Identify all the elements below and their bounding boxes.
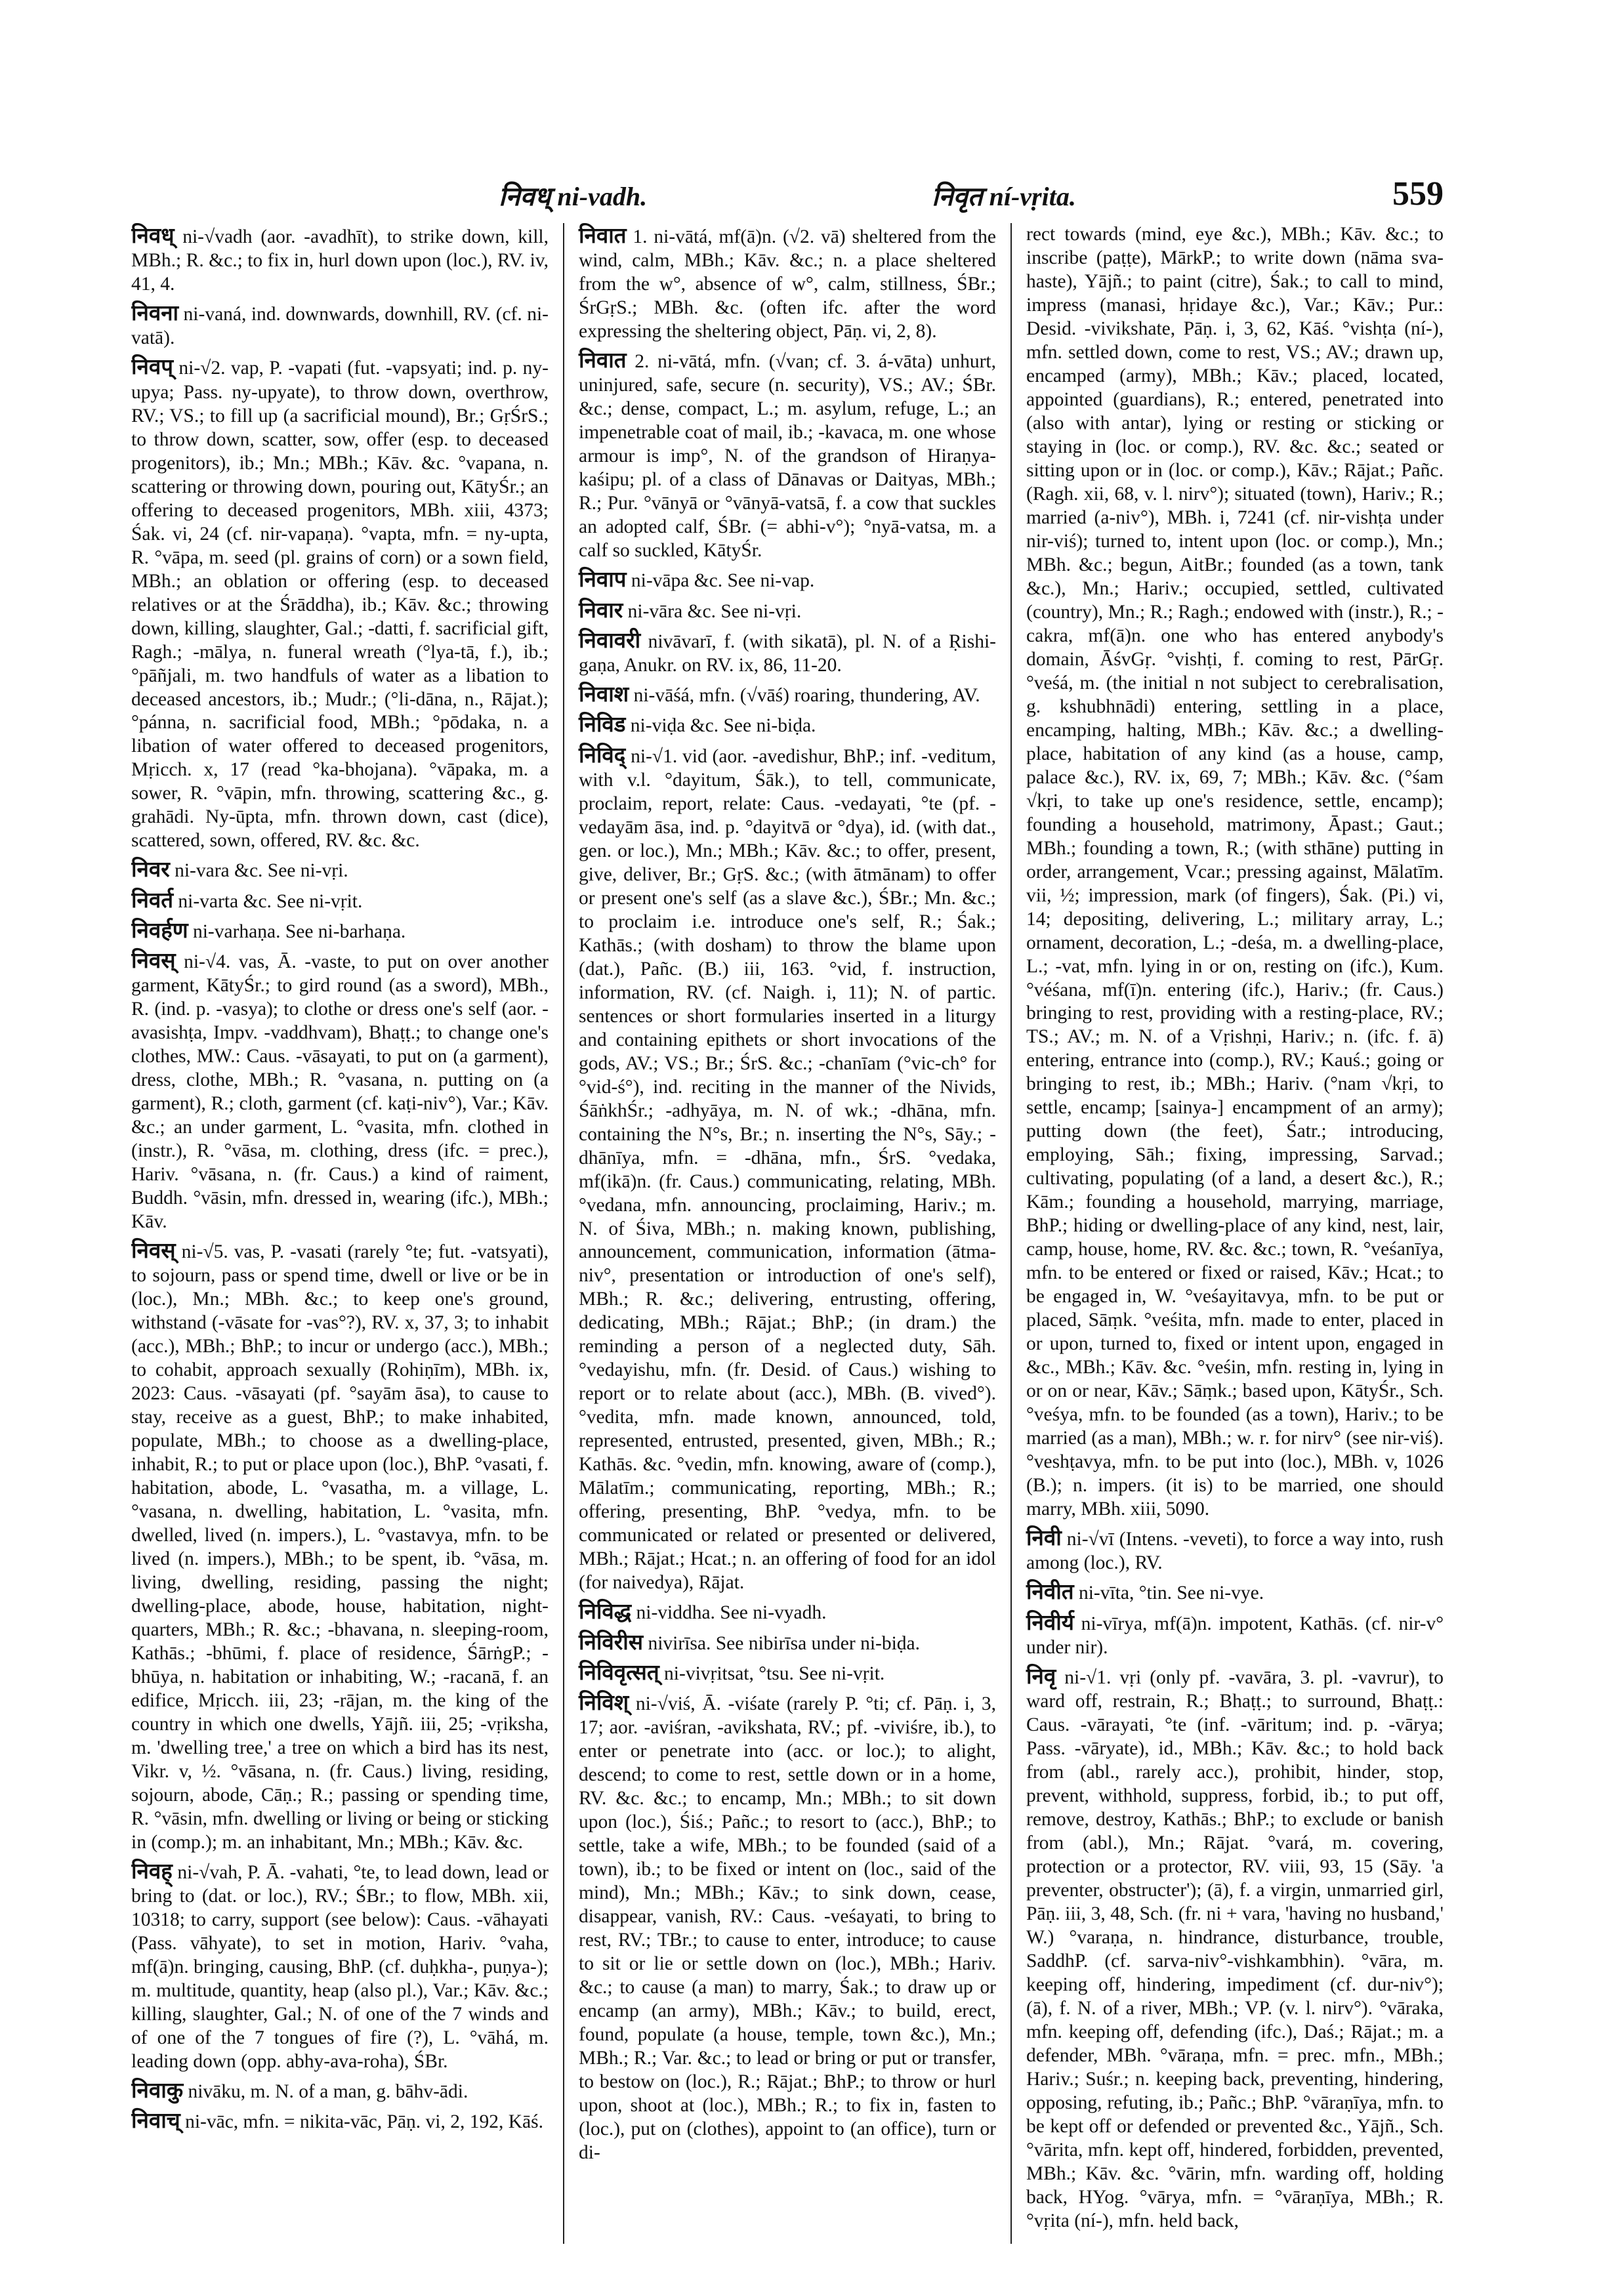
running-header: [131, 175, 1444, 213]
entry-headword: निवाकु: [131, 2079, 184, 2103]
entry-headword: निवह्: [131, 1860, 173, 1884]
dictionary-entry: [131, 918, 549, 944]
entry-headword: निविरीस: [579, 1630, 644, 1655]
dictionary-entry: [131, 300, 549, 350]
dictionary-entry: [131, 888, 549, 914]
dictionary-entry: [579, 1690, 996, 2165]
entry-headword: निवी: [1026, 1527, 1062, 1551]
entry-headword: निविड: [579, 713, 626, 737]
entry-text: ni-√viś, Ā. -viśate (rarely P. °ti; cf. Pāṇ. i, 3, 17; aor. -aviśran, -avikshata, RV.; pf. -viviśre, ib.), to enter or penetrate into (acc. or loc.); to alight, descend; to come to rest, settle down or in a home, RV. &c. &c.; to encamp, Mn.; MBh.; to sit down upon (loc.), Śiś.; Pañc.; to resort to (acc.), BhP.; to settle, take a wife, MBh.; to be founded (said of a town), ib.; to be fixed or intent on (loc., said of the mind), Mn.; MBh.; Kāv.; to sink down, cease, disappear, vanish, RV.: Caus. -veśayati, to bring to rest, RV.; TBr.; to cause to enter, introduce; to cause to sit or lie or settle down on (loc.), MBh.; Hariv. &c.; to cause (a man) to marry, Śak.; to draw up or encamp (an army), MBh.; Kāv.; to build, erect, found, populate (a house, temple, town &c.), Mn.; MBh.; R.; Var. &c.; to lead or bring or put or transfer, to bestow on (loc.), R.; Rājat.; BhP.; to throw or hurl upon, shoot at (loc.), MBh.; R.; to fix in, fasten to (loc.), put on (clothes), appoint to (an office), turn or di-: [579, 1693, 996, 2163]
entry-headword: निवावरी: [579, 629, 641, 653]
entry-text: ni-√1. vid (aor. -avedishur, BhP.; inf. -veditum, with v.l. °dayitum, Śāk.), to tell, communicate, proclaim, report, relate: Caus. -vedayati, °te (pf. -vedayām āsa, ind. p. °dayitvā or °dya), id. (with dat., gen. or loc.), Mn.; MBh.; Kāv. &c.; to offer, present, give, deliver, Br.; GṛS. &c.; (with ātmānam) to offer or present one's self (as a slave &c.), ŚBr.; Mn. &c.; to proclaim i.e. introduce one's self, R.; Śak.; Kathās.; (with dosham) to throw the blame upon (dat.), Pañc. (B.) iii, 163. °vid, f. instruction, information, RV. (cf. Naigh. i, 11); N. of partic. sentences or short formularies inserted in a liturgy and containing epithets or short invocations of the gods, AV.; VS.; Br.; ŚrS. &c.; -chanīam (°vic-ch° for °vid-ś°), ind. reciting in the manner of the Nivids, ŚāṅkhŚr.; -adhyāya, m. N. of wk.; -dhāna, mfn. containing the N°s, Br.; n. inserting the N°s, Sāy.; -dhānīya, mfn. = -dhāna, mfn., ŚrS. °vedaka, mf(ikā)n. (fr. Caus.) communicating, relating, MBh. °vedana, mfn. announcing, proclaiming, Hariv.; m. N. of Śiva, MBh.; n. making known, publishing, announcement, communication, information (ātma-niv°, presentation or introduction of one's self), MBh.; R. &c.; delivering, entrusting, offering, dedicating, MBh.; Rājat.; BhP.; (in dram.) the reminding a person of a neglected duty, Sāh. °vedayishu, mfn. (fr. Desid. of Caus.) wishing to report or to relate about (acc.), MBh. (B. vived°). °vedita, mfn. made known, announced, told, represented, entrusted, presented, given, MBh.; R.; Kathās. &c. °vedin, mfn. knowing, aware of (comp.), Mālatīm.; communicating, reporting, MBh.; R.; offering, presenting, BhP. °vedya, mfn. to be communicated or related or presented or delivered, MBh.; Rājat.; Hcat.; n. an offering of food for an idol (for naivedya), Rājat.: [579, 745, 996, 1594]
entry-text: ni-vāc, mfn. = nikita-vāc, Pāṇ. vi, 2, 192, Kāś.: [180, 2111, 543, 2133]
entry-headword: निवस्: [131, 1239, 176, 1264]
dictionary-entry: [579, 1660, 996, 1686]
entry-headword: निवाप: [579, 568, 627, 592]
dictionary-entry: [1026, 1664, 1444, 2233]
entry-text: ni-vara &c. See ni-vṛi.: [169, 860, 348, 882]
dictionary-entry: [579, 743, 996, 1596]
entry-headword: निवार: [579, 598, 623, 623]
entry-text: nivāvarī, f. (with sikatā), pl. N. of a Ṛishi-gaṇa, Anukr. on RV. ix, 86, 11-20.: [579, 631, 996, 676]
dictionary-entry: [579, 1630, 996, 1656]
entry-text: nivāku, m. N. of a man, g. bāhv-ādi.: [183, 2081, 468, 2103]
entry-headword: निविद्: [579, 743, 626, 768]
dictionary-entry: [579, 348, 996, 563]
entry-headword: निवध्: [131, 224, 175, 248]
column-3: [1010, 223, 1444, 2244]
dictionary-entry: [131, 223, 549, 297]
dictionary-entry: [579, 1599, 996, 1625]
dictionary-entry: [579, 598, 996, 624]
entry-text: rect towards (mind, eye &c.), MBh.; Kāv. &c.; to inscribe (paṭṭe), MārkP.; to write down (nāma sva-haste), Yājñ.; to paint (citre), Śak.; to call to mind, impress (manasi, hṛidaye &c.), Var.; Kāv.; Pur.: Desid. -vivikshate, Pāṇ. i, 3, 62, Kāś. °vishṭa (ní-), mfn. settled down, come to rest, VS.; AV.; drawn up, encamped (army), MBh.; Kāv.; placed, located, appointed (guardians), R.; entered, penetrated into (also with antar), lying or resting or sticking or staying in (loc. or comp.), RV. &c. &c.; seated or sitting upon or in (loc. or comp.), Kāv.; Rājat.; Pañc. (Ragh. xii, 68, v. l. nirv°); situated (town), Hariv.; R.; married (a-niv°), MBh. i, 7241 (cf. nir-vishṭa under nir-viś); turned to, intent upon (loc. or comp.), Mn.; MBh. &c.; begun, AitBr.; founded (as a town, tank &c.), Mn.; Hariv.; occupied, settled, cultivated (country), Mn.; R.; Ragh.; endowed with (instr.), R.; -cakra, mf(ā)n. one who has entered anybody's domain, ĀśvGṛ. °vishṭi, f. coming to rest, PārGṛ. °veśá, m. (the initial n not subject to cerebralisation, g. kshubhnādi) entering, settling in a place, encamping, halting, MBh.; Kāv. &c.; a dwelling-place, habitation of any kind (as a house, camp, palace &c.), RV. ix, 69, 7; MBh.; Kāv. &c. (°śam √kṛi, to take up one's residence, settle, encamp); founding a household, matrimony, Āpast.; Gaut.; MBh.; founding a town, R.; (with sthāne) putting in order, arrangement, Vcar.; pressing against, Mālatīm. vii, ½; impression, mark (of fingers), Śak. (Pi.) vi, 14; depositing, delivering, L.; military array, L.; ornament, decoration, L.; -deśa, m. a dwelling-place, L.; -vat, mfn. lying in or on, resting on (ifc.), Kum. °véśana, mf(ī)n. entering (ifc.), Hariv.; (fr. Caus.) bringing to rest, providing with a resting-place, RV.; TS.; AV.; m. N. of a Vṛishṇi, Hariv.; n. (ifc. f. ā) entering, entrance into (comp.), RV.; Kauś.; going or bringing to rest, ib.; MBh.; Hariv. (°nam √kṛi, to settle, encamp; [sainya-] encampment of an army); putting down (the feet), Śatr.; introducing, employing, Sāh.; fixing, impressing, Sarvad.; cultivating, populating (of a land, a desert &c.), R.; Kām.; founding a household, marrying, marriage, BhP.; hiding or dwelling-place of any kind, nest, lair, camp, house, home, RV. &c. &c.; town, R. °veśanīya, mfn. to be entered or fixed or raised, Kāv.; Hcat.; to be engaged in, W. °veśayitavya, mfn. to be put or placed, Sāṃk. °veśita, mfn. made to enter, placed in or upon, turned to, fixed or intent upon, engaged in &c., MBh.; Kāv. &c. °veśin, mfn. resting in, lying in or on or near, Kāv.; Sāṃk.; based upon, KātyŚr., Sch. °veśya, mfn. to be founded (as a town), Hariv.; to be married (as a man), MBh.; w. r. for nirv° (see nir-viś). °veshṭavya, mfn. to be put into (loc.), MBh. v, 1026 (B.); n. impers. (it is) to be married, one should marry, MBh. xiii, 5090.: [1026, 224, 1444, 1520]
entry-text: ni-vīta, °tin. See ni-vye.: [1073, 1582, 1264, 1604]
dictionary-entry: [131, 1859, 549, 2074]
entry-headword: निवर: [131, 858, 170, 882]
entry-headword: निवात: [579, 224, 627, 248]
entry-headword: निवात: [579, 349, 627, 373]
header-left-headword: निवध् ni-vadh.: [499, 182, 648, 211]
entry-text: 1. ni-vātá, mf(ā)n. (√2. vā) sheltered from the wind, calm, MBh.; Kāv. &c.; n. a place sheltered from the w°, absence of w°, calm, stillness, ŚBr.; ŚrGṛS.; MBh. &c. (often ifc. after the word expressing the sheltering object, Pāṇ. vi, 2, 8).: [579, 226, 996, 342]
entry-headword: निवाच्: [131, 2109, 180, 2134]
dictionary-entry: [131, 2078, 549, 2104]
dictionary-entry: [131, 354, 549, 853]
dictionary-entry: [1026, 1610, 1444, 1660]
entry-headword: निवर्त: [131, 888, 174, 913]
dictionary-entry: [1026, 1525, 1444, 1575]
entry-text: ni-√vah, P. Ā. -vahati, °te, to lead down, lead or bring to (dat. or loc.), RV.; ŚBr.; to flow, MBh. xii, 10318; to carry, support (see below): Caus. -vāhayati (Pass. vāhyate), to set in motion, Hariv. °vaha, mf(ā)n. bringing, causing, BhP. (cf. duḥkha-, puṇya-); m. multitude, quantity, heap (also pl.), Var.; Kāv. &c.; killing, slaughter, Gal.; N. of one of the 7 winds and of one of the 7 tongues of fire (?), L. °vāhá, m. leading down (opp. abhy-ava-roha), ŚBr.: [131, 1862, 549, 2073]
entry-text: ni-√vadh (aor. -avadhīt), to strike down, kill, MBh.; R. &c.; to fix in, hurl down upon (loc.), RV. iv, 41, 4.: [131, 226, 549, 295]
entry-text: ni-√5. vas, P. -vasati (rarely °te; fut. -vatsyati), to sojourn, pass or spend time, dwell or live or be in (loc.), Mn.; MBh. &c.; to keep one's ground, withstand (-vāsate for -vas°?), RV. x, 37, 3; to inhabit (acc.), MBh.; BhP.; to incur or undergo (acc.), MBh.; to cohabit, approach sexually (Rohiṇīm), MBh. ix, 2023: Caus. -vāsayati (pf. °sayām āsa), to cause to stay, receive as a guest, BhP.; to make inhabited, populate, MBh.; to choose as a dwelling-place, inhabit, R.; to put or place upon (loc.), BhP. °vasati, f. habitation, abode, L. °vasatha, m. a village, L. °vasana, n. dwelling, habitation, L. °vasita, mfn. dwelled, lived (n. impers.), L. °vastavya, mfn. to be lived (n. impers.), MBh.; to be spent, ib. °vāsa, m. living, dwelling, residing, passing the night; dwelling-place, abode, house, habitation, night-quarters, MBh.; R. &c.; -bhavana, n. sleeping-room, Kathās.; -bhūmi, f. place of residence, ŚārṅgP.; -bhūya, n. habitation or inhabiting, W.; -racanā, f. an edifice, Mṛicch. iii, 23; -rājan, m. the king of the country in which one dwells, Yājñ. iii, 25; -vṛiksha, m. 'dwelling tree,' a tree on which a bird has its nest, Vikr. v, ½. °vāsana, n. (fr. Caus.) living, residing, sojourn, abode, Cāṇ.; R.; passing or spending time, R. °vāsin, mfn. dwelling or living or being or sticking in (comp.); m. an inhabitant, Mn.; MBh.; Kāv. &c.: [131, 1241, 549, 1853]
entry-text: ni-viḍa &c. See ni-biḍa.: [625, 715, 816, 737]
entry-text: ni-viddha. See ni-vyadh.: [631, 1602, 827, 1624]
entry-text: ni-√1. vṛi (only pf. -vavāra, 3. pl. -vavrur), to ward off, restrain, R.; Bhaṭṭ.; to surround, Bhaṭṭ.: Caus. -vārayati, °te (inf. -vāritum; ind. p. -vārya; Pass. -vāryate), id., MBh.; Kāv. &c.; to hold back from (abl., rarely acc.), prohibit, hinder, stop, prevent, withhold, suppress, forbid, ib.; to put off, remove, destroy, Kathās.; BhP.; to exclude or banish from (abl.), Mn.; Rājat. °vará, m. covering, protection or a protector, RV. viii, 93, 15 (Sāy. 'a preventer, obstructer'); (ā), f. a virgin, unmarried girl, Pāṇ. iii, 3, 48, Sch. (fr. ni + vara, 'having no husband,' W.) °varaṇa, n. hindrance, disturbance, trouble, SaddhP. (cf. sarva-niv°-vishkambhin). °vāra, m. keeping off, hindering, impediment (cf. dur-niv°); (ā), f. N. of a river, MBh.; VP. (v. l. nirv°). °vāraka, mfn. keeping off, defending (ifc.), Daś.; Rājat.; m. a defender, MBh. °vāraṇa, mfn. = prec. mfn., MBh.; Hariv.; Suśr.; n. keeping back, preventing, hindering, opposing, refuting, ib.; Pañc.; BhP. °vāraṇīya, mfn. to be kept off or defended or prevented &c., Yājñ., Sch. °vārita, mfn. kept off, hindered, forbidden, prevented, MBh.; Kāv. &c. °vārin, mfn. warding off, holding back, HYog. °vārya, mfn. = °vāraṇīya, MBh.; R. °vṛita (ní-), mfn. held back,: [1026, 1666, 1444, 2231]
entry-text: ni-√4. vas, Ā. -vaste, to put on over another garment, KātyŚr.; to gird round (as a sword), MBh., R. (ind. p. -vasya); to clothe or dress one's self (aor. -avasishṭa, Impv. -vaddhvam), Bhaṭṭ.; to change one's clothes, MW.: Caus. -vāsayati, to put on (a garment), dress, clothe, MBh.; R. °vasana, n. putting on (a garment), R.; cloth, garment (cf. kaṭi-niv°), Var.; Kāv. &c.; an under garment, L. °vasita, mfn. clothed in (instr.), R. °vāsa, m. clothing, dress (ifc. = prec.), Hariv. °vāsana, n. (fr. Caus.) a kind of raiment, Buddh. °vāsin, mfn. dressed in, wearing (ifc.), MBh.; Kāv.: [131, 951, 549, 1233]
entry-headword: निवप्: [131, 356, 173, 380]
header-right-headword: निवृत ní-vṛita.: [932, 182, 1076, 211]
entry-headword: निविवृत्सत्: [579, 1661, 659, 1685]
entry-headword: निविश्: [579, 1691, 629, 1715]
entry-text: ni-varhaṇa. See ni-barhaṇa.: [188, 920, 406, 942]
entry-text: ni-√vī (Intens. -veveti), to force a way into, rush among (loc.), RV.: [1026, 1529, 1444, 1574]
page-number: 559: [1392, 175, 1444, 213]
entry-text: ni-varta &c. See ni-vṛit.: [173, 890, 363, 912]
dictionary-entry: [131, 1238, 549, 1855]
column-1: [131, 223, 563, 2244]
column-2: [563, 223, 1010, 2244]
entry-headword: निवीत: [1026, 1581, 1074, 1605]
entry-text: ni-vāpa &c. See ni-vap.: [626, 570, 815, 592]
entry-text: ni-vāra &c. See ni-vṛi.: [623, 600, 802, 622]
entry-headword: निवीर्य: [1026, 1611, 1074, 1635]
entry-headword: निवृ: [1026, 1664, 1056, 1689]
entry-headword: निवर्हण: [131, 919, 188, 943]
dictionary-entry: [579, 628, 996, 678]
dictionary-entry: [1026, 223, 1444, 1521]
dictionary-entry: [131, 948, 549, 1234]
entry-headword: निविद्ध: [579, 1600, 632, 1624]
entry-text: ni-vāśá, mfn. (√vāś) roaring, thundering, AV.: [629, 685, 980, 707]
dictionary-entry: [579, 682, 996, 708]
dictionary-entry: [579, 712, 996, 738]
entry-text: nivirīsa. See nibirīsa under ni-biḍa.: [643, 1632, 921, 1654]
dictionary-columns: [131, 223, 1444, 2244]
entry-text: ni-vīrya, mf(ā)n. impotent, Kathās. (cf. nir-v° under nir).: [1026, 1613, 1444, 1658]
entry-text: ni-√2. vap, P. -vapati (fut. -vapsyati; ind. p. ny-upya; Pass. ny-upyate), to throw down, overthrow, RV.; VS.; to fill up (a sacrificial mound), Br.; GṛŚrS.; to throw down, scatter, sow, offer (esp. to deceased progenitors), ib.; Mn.; MBh.; Kāv. &c. °vapana, n. scattering or throwing down, pouring out, KātyŚr.; an offering to deceased progenitors, MBh. xiii, 4373; Śak. vi, 24 (cf. nir-vapaṇa). °vapta, mfn. = ny-upta, R. °vāpa, m. seed (pl. grains of corn) or a sown field, MBh.; an oblation or offering (esp. to deceased relatives or at the Śrāddha), ib.; Kāv. &c.; throwing down, killing, slaughter, Gal.; -datti, f. sacrificial gift, Ragh.; -mālya, n. funeral wreath (°lya-tā, f.), ib.; °pāñjali, m. two handfuls of water as a libation to deceased ancestors, ib.; Mudr.; (°li-dāna, n., Rājat.); °pánna, n. sacrificial food, MBh.; °pōdaka, n. a libation of water offered to deceased progenitors, Mṛicch. x, 17 (read °ka-bhojana). °vāpaka, m. a sower, R. °vāpin, mfn. throwing, scattering &c., g. grahādi. Ny-ūpta, mfn. thrown down, cast (dice), scattered, sown, offered, RV. &c. &c.: [131, 358, 549, 852]
dictionary-entry: [1026, 1579, 1444, 1605]
entry-headword: निवाश: [579, 683, 629, 707]
entry-text: ni-vivṛitsat, °tsu. See ni-vṛit.: [659, 1663, 885, 1684]
entry-headword: निवना: [131, 302, 179, 326]
dictionary-entry: [579, 567, 996, 593]
entry-text: ni-vaná, ind. downwards, downhill, RV. (cf. ni-vatā).: [131, 304, 549, 349]
dictionary-entry: [579, 223, 996, 344]
dictionary-entry: [131, 2108, 549, 2134]
entry-headword: निवस्: [131, 949, 176, 974]
dictionary-entry: [131, 857, 549, 883]
entry-text: 2. ni-vātá, mfn. (√van; cf. 3. á-vāta) unhurt, uninjured, safe, secure (n. security), VS.; AV.; ŚBr. &c.; dense, compact, L.; m. asylum, refuge, L.; an impenetrable coat of mail, ib.; -kavaca, m. one whose armour is imp°, N. of the grandson of Hiraṇya-kaśipu; pl. of a class of Dānavas or Daityas, MBh.; R.; Pur. °vānyā or °vānyā-vatsā, f. a cow that suckles an adopted calf, ŚBr. (= abhi-v°); °nyā-vatsa, m. a calf so suckled, KātyŚr.: [579, 351, 996, 562]
